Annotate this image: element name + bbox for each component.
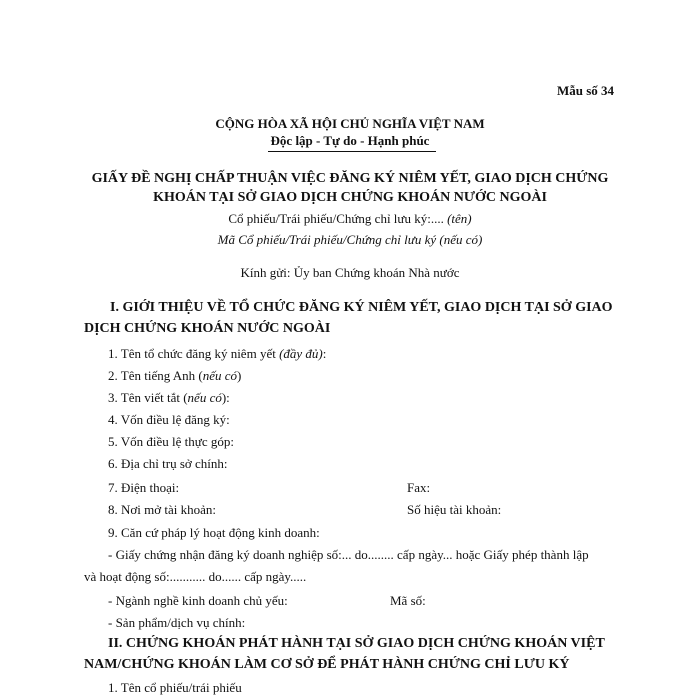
subtitle-name-note: (tên) <box>447 211 472 226</box>
cert-line-1: - Giấy chứng nhận đăng ký doanh nghiệp số:... do........ cấp ngày... hoặc Giấy phép thành lập <box>108 547 589 562</box>
item-2-label: 2. Tên tiếng Anh ( <box>108 368 203 383</box>
item-3-note: nếu có <box>187 390 222 405</box>
section-2-item-1: 1. Tên cổ phiếu/trái phiếu <box>108 680 242 695</box>
motto: Độc lập - Tự do - Hạnh phúc <box>270 133 430 148</box>
item-2-close: ) <box>237 368 242 383</box>
subtitle-line-2: Mã Cổ phiếu/Trái phiếu/Chứng chỉ lưu ký (nếu có) <box>217 232 483 247</box>
item-8-bank: 8. Nơi mở tài khoản: <box>108 502 216 517</box>
recipient: Kính gửi: Ủy ban Chứng khoán Nhà nước <box>240 265 460 280</box>
item-7-fax: Fax: <box>407 480 431 495</box>
title-line-2: KHOÁN TẠI SỞ GIAO DỊCH CHỨNG KHOÁN NƯỚC NGOÀI <box>153 190 547 205</box>
item-2-note: nếu có <box>202 368 238 383</box>
item-9-legal-basis: 9. Căn cứ pháp lý hoạt động kinh doanh: <box>108 525 320 540</box>
item-6-address: 6. Địa chỉ trụ sở chính: <box>108 456 228 471</box>
section-2-heading-line-1: II. CHỨNG KHOÁN PHÁT HÀNH TẠI SỞ GIAO DỊCH CHỨNG KHOÁN VIỆT <box>108 636 605 651</box>
subtitle-securities-text: Cổ phiếu/Trái phiếu/Chứng chỉ lưu ký:.... <box>228 211 444 226</box>
subtitle-line-1 <box>0 211 700 227</box>
form-number: Mẫu số 34 <box>557 83 615 98</box>
item-1-note: (đầy đủ) <box>279 346 323 361</box>
cert-line-2: và hoạt động số:........... do...... cấp ngày..... <box>84 569 307 584</box>
motto-underline <box>268 151 436 152</box>
item-4-registered-capital: 4. Vốn điều lệ đăng ký: <box>108 412 230 427</box>
item-1-colon: : <box>322 346 327 361</box>
item-3-short-name <box>108 390 230 406</box>
item-3-close: ): <box>221 390 230 405</box>
item-3-label: 3. Tên viết tắt ( <box>108 390 188 405</box>
main-products: - Sản phẩm/dịch vụ chính: <box>108 615 246 630</box>
title-line-1: GIẤY ĐỀ NGHỊ CHẤP THUẬN VIỆC ĐĂNG KÝ NIÊM YẾT, GIAO DỊCH CHỨNG <box>91 171 609 186</box>
item-1-label: 1. Tên tổ chức đăng ký niêm yết <box>108 346 276 361</box>
item-7-phone: 7. Điện thoại: <box>108 480 180 495</box>
section-1-heading-line-1: I. GIỚI THIỆU VỀ TỔ CHỨC ĐĂNG KÝ NIÊM YẾT, GIAO DỊCH TẠI SỞ GIAO <box>110 300 613 315</box>
business-code: Mã số: <box>390 593 426 608</box>
item-5-paid-capital: 5. Vốn điều lệ thực góp: <box>108 434 234 449</box>
section-1-heading-line-2: DỊCH CHỨNG KHOÁN NƯỚC NGOÀI <box>84 321 331 336</box>
item-1-org-name <box>108 346 326 362</box>
item-2-english-name <box>108 368 241 384</box>
main-business: - Ngành nghề kinh doanh chủ yếu: <box>108 593 288 608</box>
country-header: CỘNG HÒA XÃ HỘI CHỦ NGHĨA VIỆT NAM <box>215 116 485 131</box>
item-8-account-number: Số hiệu tài khoản: <box>407 502 502 517</box>
section-2-heading-line-2: NAM/CHỨNG KHOÁN LÀM CƠ SỞ ĐỂ PHÁT HÀNH CHỨNG CHỈ LƯU KÝ <box>84 657 570 672</box>
